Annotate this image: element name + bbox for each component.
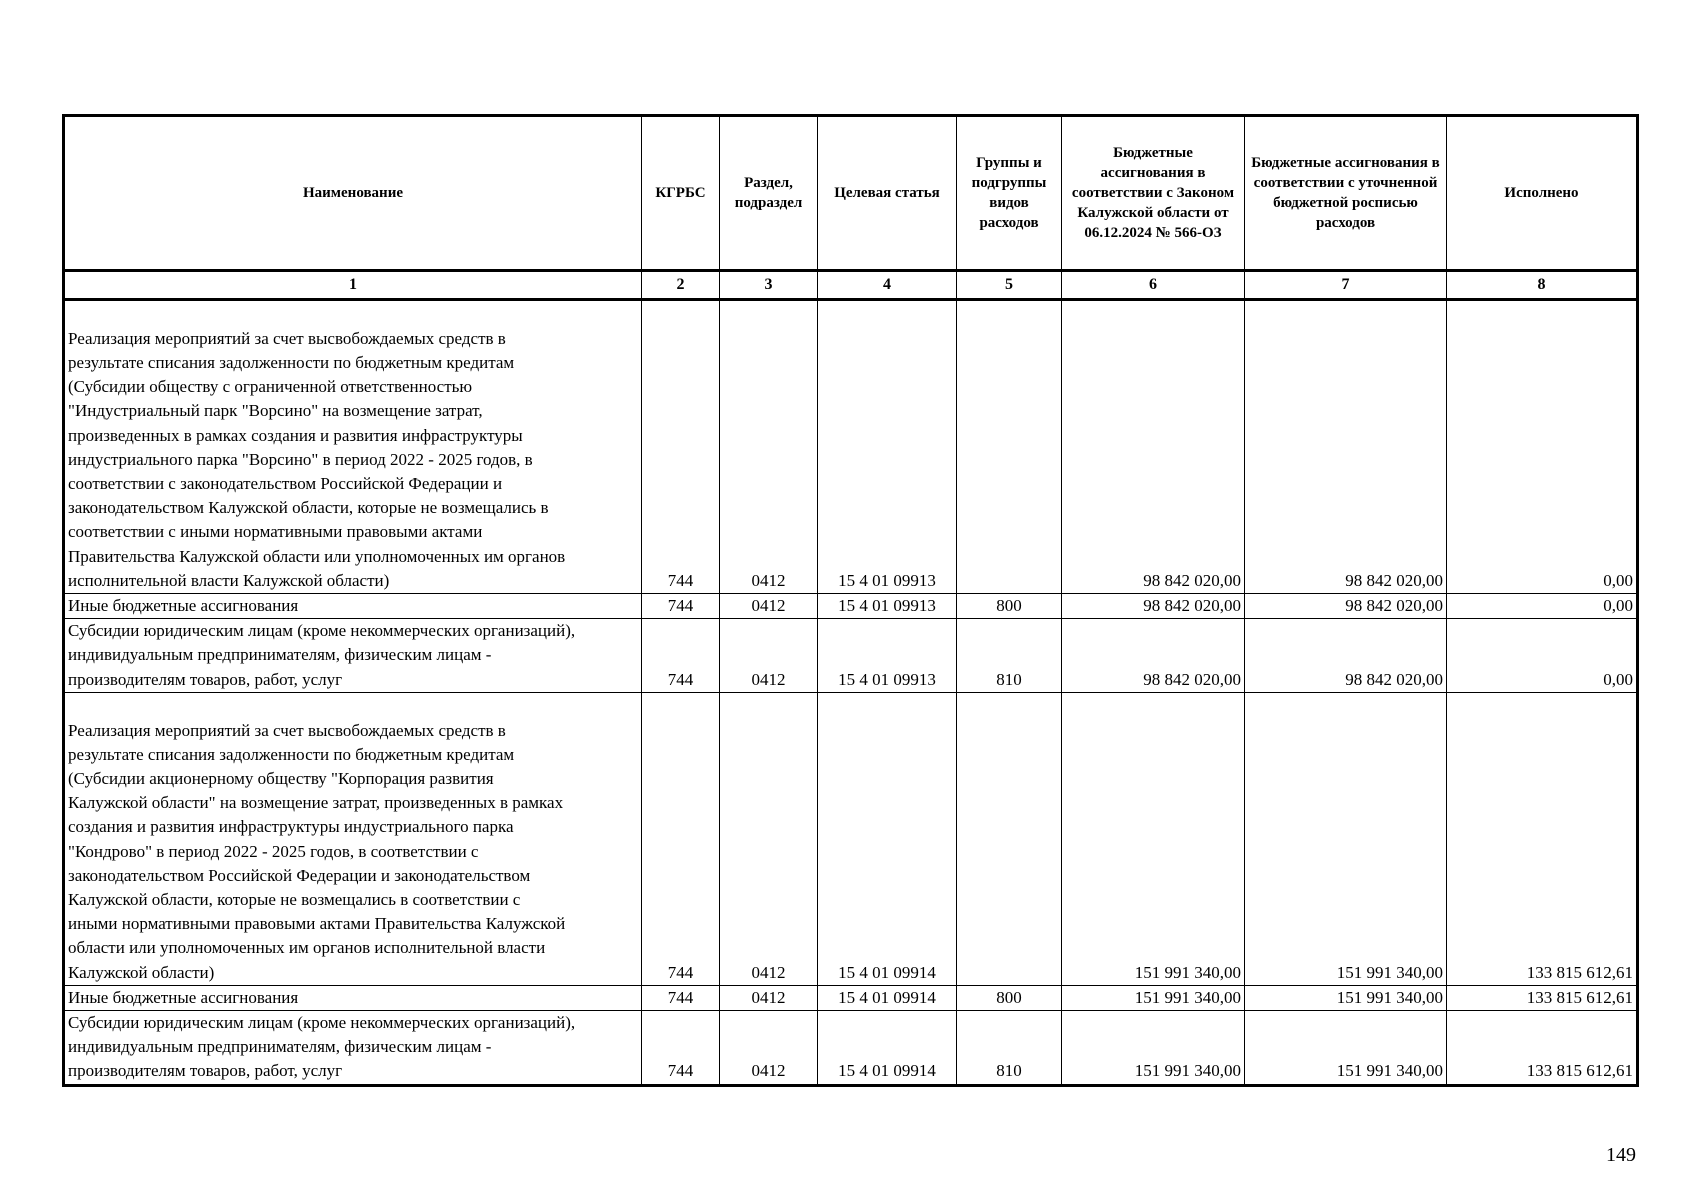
- row-section: 0412: [720, 300, 818, 594]
- row-target: 15 4 01 09913: [818, 619, 957, 693]
- row-group: [957, 300, 1062, 594]
- table-row: [64, 300, 1638, 594]
- row-law: 98 842 020,00: [1062, 300, 1245, 594]
- row-kgrbs: 744: [642, 985, 720, 1010]
- row-kgrbs: 744: [642, 300, 720, 594]
- row-target: 15 4 01 09913: [818, 300, 957, 594]
- table-row: [64, 985, 1638, 1010]
- row-executed: 0,00: [1447, 594, 1638, 619]
- row-kgrbs: 744: [642, 692, 720, 985]
- row-section: 0412: [720, 985, 818, 1010]
- header-group: Группы и подгруппы видов расходов: [957, 116, 1062, 271]
- row-group: [957, 692, 1062, 985]
- row-target: 15 4 01 09914: [818, 692, 957, 985]
- row-law: 151 991 340,00: [1062, 985, 1245, 1010]
- column-number: 3: [720, 271, 818, 300]
- row-refined: 98 842 020,00: [1245, 300, 1447, 594]
- row-name: Реализация мероприятий за счет высвобождаемых средств в результате списания задолженности по бюджетным кредитам (Субсидии акционерному обществу "Корпорация развития Калужской области" на возмещение затрат, произведенных в рамках создания и развития инфраструктуры индустриального парка "Кондрово" в период 2022 - 2025 годов, в соответствии с законодательством Российской Федерации и законодательством Калужской области, которые не возмещались в соответствии с иными нормативными правовыми актами Правительства Калужской области или уполномоченных им органов исполнительной власти Калужской области): [64, 692, 642, 985]
- row-section: 0412: [720, 594, 818, 619]
- column-number: 8: [1447, 271, 1638, 300]
- row-name: Субсидии юридическим лицам (кроме некоммерческих организаций), индивидуальным предпринимателям, физическим лицам - производителям товаров, работ, услуг: [64, 619, 642, 693]
- row-group: 810: [957, 619, 1062, 693]
- row-law: 98 842 020,00: [1062, 619, 1245, 693]
- row-group: 800: [957, 594, 1062, 619]
- row-refined: 151 991 340,00: [1245, 692, 1447, 985]
- column-number: 2: [642, 271, 720, 300]
- row-section: 0412: [720, 619, 818, 693]
- row-executed: 0,00: [1447, 619, 1638, 693]
- row-executed: 133 815 612,61: [1447, 985, 1638, 1010]
- row-name: Иные бюджетные ассигнования: [64, 594, 642, 619]
- row-target: 15 4 01 09913: [818, 594, 957, 619]
- column-numbers-row: [64, 271, 1638, 300]
- header-executed: Исполнено: [1447, 116, 1638, 271]
- column-number: 1: [64, 271, 642, 300]
- row-section: 0412: [720, 1011, 818, 1086]
- row-group: 810: [957, 1011, 1062, 1086]
- row-target: 15 4 01 09914: [818, 1011, 957, 1086]
- header-refined: Бюджетные ассигнования в соответствии с уточненной бюджетной росписью расходов: [1245, 116, 1447, 271]
- row-law: 98 842 020,00: [1062, 594, 1245, 619]
- header-section: Раздел, подраздел: [720, 116, 818, 271]
- row-kgrbs: 744: [642, 594, 720, 619]
- row-kgrbs: 744: [642, 1011, 720, 1086]
- table-row: [64, 1011, 1638, 1086]
- row-refined: 98 842 020,00: [1245, 594, 1447, 619]
- row-refined: 98 842 020,00: [1245, 619, 1447, 693]
- page-number: 149: [1606, 1144, 1636, 1166]
- header-law: Бюджетные ассигнования в соответствии с Законом Калужской области от 06.12.2024 № 566-ОЗ: [1062, 116, 1245, 271]
- row-name: Реализация мероприятий за счет высвобождаемых средств в результате списания задолженности по бюджетным кредитам (Субсидии обществу с ограниченной ответственностью "Индустриальный парк "Ворсино" на возмещение затрат, произведенных в рамках создания и развития инфраструктуры индустриального парка "Ворсино" в период 2022 - 2025 годов, в соответствии с законодательством Российской Федерации и законодательством Калужской области, которые не возмещались в соответствии с иными нормативными правовыми актами Правительства Калужской области или уполномоченных им органов исполнительной власти Калужской области): [64, 300, 642, 594]
- row-refined: 151 991 340,00: [1245, 1011, 1447, 1086]
- row-name: Иные бюджетные ассигнования: [64, 985, 642, 1010]
- row-law: 151 991 340,00: [1062, 1011, 1245, 1086]
- header-name: Наименование: [64, 116, 642, 271]
- row-target: 15 4 01 09914: [818, 985, 957, 1010]
- row-group: 800: [957, 985, 1062, 1010]
- row-law: 151 991 340,00: [1062, 692, 1245, 985]
- row-executed: 133 815 612,61: [1447, 692, 1638, 985]
- header-kgrbs: КГРБС: [642, 116, 720, 271]
- table-row: [64, 619, 1638, 693]
- header-target: Целевая статья: [818, 116, 957, 271]
- column-number: 5: [957, 271, 1062, 300]
- row-refined: 151 991 340,00: [1245, 985, 1447, 1010]
- column-number: 4: [818, 271, 957, 300]
- row-kgrbs: 744: [642, 619, 720, 693]
- row-executed: 0,00: [1447, 300, 1638, 594]
- header-row: [64, 116, 1638, 271]
- budget-table: [62, 114, 1639, 1087]
- column-number: 6: [1062, 271, 1245, 300]
- row-section: 0412: [720, 692, 818, 985]
- table-row: [64, 692, 1638, 985]
- row-name: Субсидии юридическим лицам (кроме некоммерческих организаций), индивидуальным предпринимателям, физическим лицам - производителям товаров, работ, услуг: [64, 1011, 642, 1086]
- column-number: 7: [1245, 271, 1447, 300]
- row-executed: 133 815 612,61: [1447, 1011, 1638, 1086]
- table-row: [64, 594, 1638, 619]
